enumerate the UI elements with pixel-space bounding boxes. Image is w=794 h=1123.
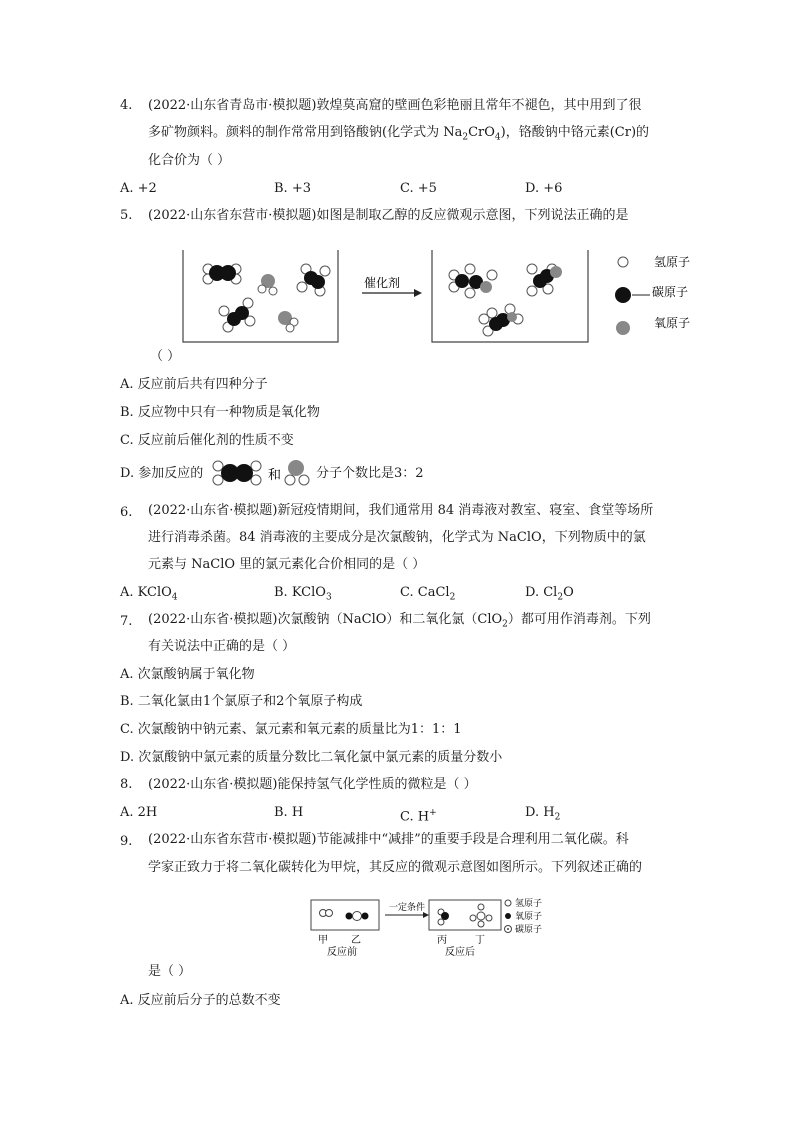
question-number: 9. <box>120 834 133 849</box>
ethylene-molecule <box>203 264 241 284</box>
question-text: (2022·山东省·模拟题)新冠疫情期间，我们通常用 84 消毒液对教室、寝室、食堂等场所 <box>148 503 654 518</box>
svg-text:氢原子: 氢原子 <box>515 899 543 909</box>
question-number: 6. <box>120 505 133 520</box>
question-text: 进行消毒杀菌。84 消毒液的主要成分是次氯酸钠，化学式为 NaClO，下列物质中的氯 <box>148 530 646 545</box>
option-d[interactable]: D. $Cl_2O$ <box>525 585 574 603</box>
option-a[interactable]: A. 反应前后共有四种分子 <box>120 377 268 392</box>
option-d[interactable]: D. 参加反应的 和 分子个数比是3：2 <box>120 458 540 488</box>
ethanol-molecule <box>449 264 497 298</box>
question-number: 4. <box>120 98 133 113</box>
option-c[interactable]: C. +5 <box>400 181 437 196</box>
question-text: (2022·山东省·模拟题)能保持氢气化学性质的微粒是（ ） <box>148 777 477 792</box>
label-ding: 丁 <box>475 935 485 946</box>
svg-text:碳原子: 碳原子 <box>515 925 543 935</box>
question-text: 元素与 NaClO 里的氯元素化合价相同的是（ ） <box>148 557 426 572</box>
option-c[interactable]: C. 反应前后催化剂的性质不变 <box>120 433 294 448</box>
legend-oxygen <box>505 910 542 922</box>
question-text: (2022·山东省东营市·模拟题)如图是制取乙醇的反应微观示意图，下列说法正确的是 <box>148 208 629 223</box>
question-text: 多矿物颜料。颜料的制作常常用到铬酸钠(化学式为 $Na_2CrO_4$)，铬酸钠中铬元素(Cr)的 <box>148 125 650 143</box>
label-jia: 甲 <box>318 935 328 946</box>
svg-text:氧原子: 氧原子 <box>654 316 691 330</box>
before-label: 反应前 <box>327 947 357 958</box>
answer-blank: （ ） <box>150 349 181 364</box>
label-bing: 丙 <box>437 935 447 946</box>
ethanol-molecule <box>479 304 523 336</box>
legend-carbon <box>615 284 688 303</box>
catalyst-label: 催化剂 <box>364 276 401 290</box>
hydrogen-molecule <box>320 910 333 917</box>
label-yi: 乙 <box>351 935 361 946</box>
option-b[interactable]: B. 反应物中只有一种物质是氧化物 <box>120 405 320 420</box>
methane-molecule <box>470 904 492 927</box>
option-d[interactable]: D. 次氯酸钠中氯元素的质量分数比二氧化氯中氯元素的质量分数小 <box>120 750 503 765</box>
after-reaction-box <box>432 250 588 342</box>
option-b[interactable]: B. 二氧化氯由1个氯原子和2个氧原子构成 <box>120 694 363 709</box>
option-a[interactable]: A. 反应前后分子的总数不变 <box>120 993 281 1008</box>
option-c[interactable]: C. H+ <box>400 808 437 825</box>
legend-hydrogen <box>618 255 690 269</box>
question-text: 学家正致力于将二氧化碳转化为甲烷，其反应的微观示意图如图所示。下列叙述正确的 <box>148 860 643 875</box>
option-c[interactable]: C. CaCl$_2$ <box>400 585 456 603</box>
question-number: 5. <box>120 208 133 223</box>
carbon-dioxide-molecule <box>346 912 369 921</box>
and-word: 和 <box>268 468 282 483</box>
option-c[interactable]: C. 次氯酸钠中钠元素、氯元素和氧元素的质量比为1：1：1 <box>120 722 462 737</box>
question-text: 是（ ） <box>148 964 192 979</box>
condition-label: 一定条件 <box>389 903 426 913</box>
option-a[interactable]: A. +2 <box>120 181 157 196</box>
svg-text:氢原子: 氢原子 <box>654 255 691 269</box>
question-text: (2022·山东省东营市·模拟题)节能减排中“减排”的重要手段是合理利用二氧化碳。科 <box>148 832 629 847</box>
svg-text:碳原子: 碳原子 <box>652 285 689 299</box>
option-d[interactable]: D. $H_2$ <box>525 805 561 823</box>
ethylene-molecule <box>219 298 255 332</box>
option-b[interactable]: B. +3 <box>274 181 311 196</box>
option-b[interactable]: B. H <box>274 805 304 820</box>
ethanol-molecule <box>527 264 562 296</box>
question-text: 化合价为（ ） <box>148 153 231 168</box>
question-number: 7. <box>120 614 133 629</box>
after-label: 反应后 <box>445 947 475 958</box>
option-a[interactable]: A. 2H <box>120 805 158 820</box>
water-molecule <box>438 909 449 925</box>
methane-reaction-diagram <box>305 894 555 960</box>
water-molecule-icon <box>285 460 309 485</box>
water-molecule <box>278 311 298 332</box>
option-a[interactable]: A. 次氯酸钠属于氧化物 <box>120 667 255 682</box>
ethylene-molecule <box>297 264 330 296</box>
legend-carbon <box>505 923 543 935</box>
legend-oxygen <box>616 316 690 335</box>
question-number: 8. <box>120 777 133 792</box>
option-b[interactable]: B. KClO$_3$ <box>274 585 332 603</box>
option-d[interactable]: D. +6 <box>525 181 563 196</box>
question-text: 有关说法中正确的是（ ） <box>148 639 296 654</box>
option-a[interactable]: A. KClO$_4$ <box>120 585 178 603</box>
question-text: (2022·山东省·模拟题)次氯酸钠（NaClO）和二氧化氯（ClO$_2$）都可用作消毒剂。下列 <box>148 612 651 630</box>
legend-hydrogen <box>505 897 542 909</box>
question-text: (2022·山东省青岛市·模拟题)敦煌莫高窟的壁画色彩艳丽且常年不褪色，其中用到了很 <box>148 98 642 113</box>
svg-text:氧原子: 氧原子 <box>515 912 543 922</box>
water-molecule <box>258 274 277 295</box>
ethanol-reaction-diagram <box>180 245 720 347</box>
